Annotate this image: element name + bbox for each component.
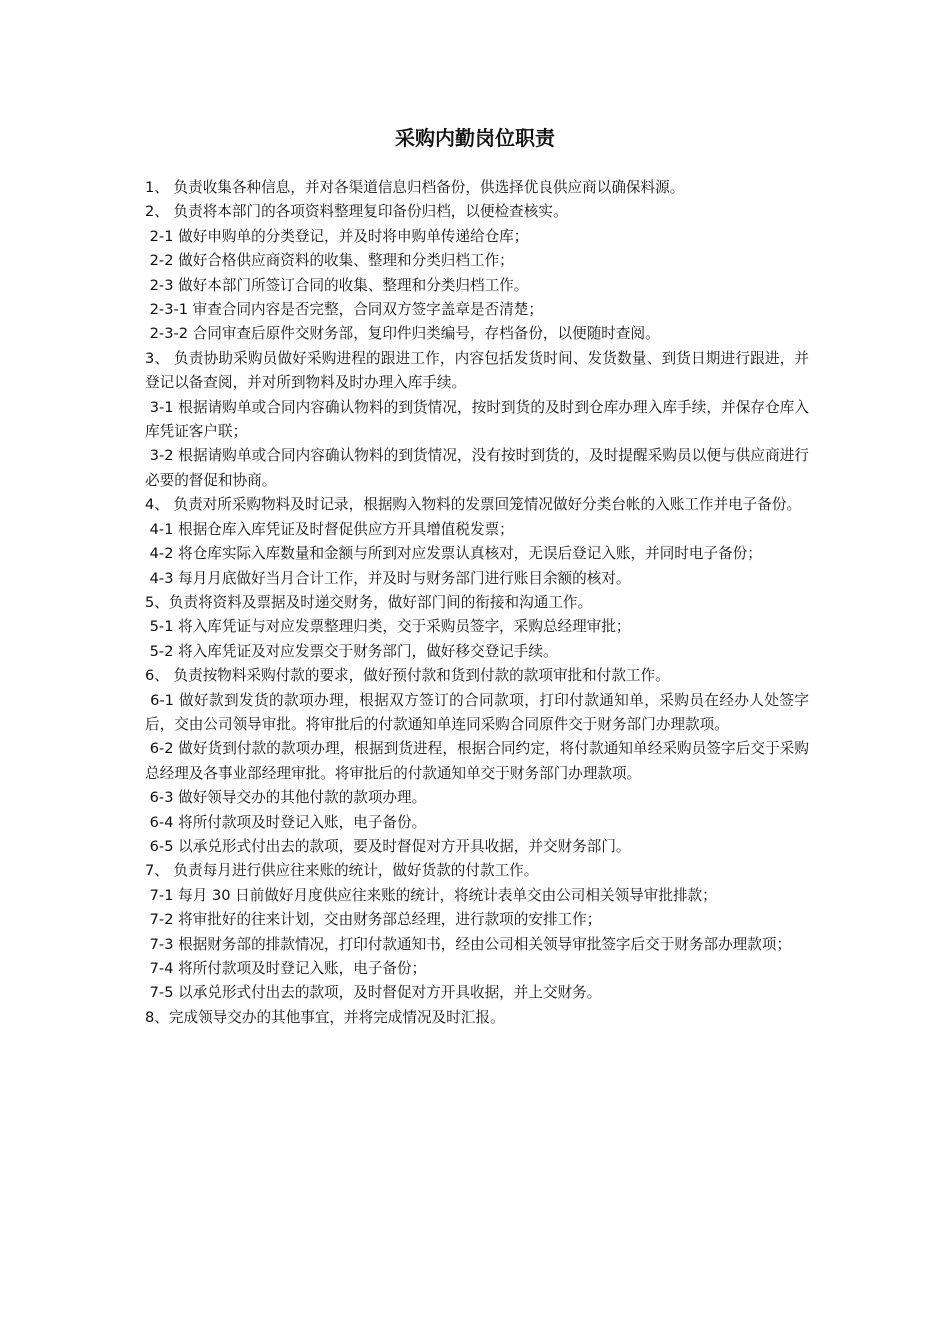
document-paragraph: 6-4 将所付款项及时登记入账，电子备份。: [145, 813, 427, 831]
document-paragraph: 7-2 将审批好的往来计划，交由财务部总经理，进行款项的安排工作；: [145, 911, 602, 929]
document-paragraph: 8、完成领导交办的其他事宜，并将完成情况及时汇报。: [145, 1008, 505, 1026]
document-paragraph: 7-1 每月 30 日前做好月度供应往来账的统计，将统计表单交由公司相关领导审批排款；: [145, 886, 717, 904]
document-paragraph: 3-2 根据请购单或合同内容确认物料的到货情况，没有按时到货的，及时提醒采购员以便与供应商进行必要的督促和协商。: [145, 447, 809, 489]
document-paragraph: 6-3 做好领导交办的其他付款的款项办理。: [145, 789, 427, 807]
document-paragraph: 3、 负责协助采购员做好采购进程的跟进工作，内容包括发货时间、发货数量、到货日期进行跟进，并登记以备查阅，并对所到物料及时办理入库手续。: [145, 349, 809, 392]
document-paragraph: 5-1 将入库凭证与对应发票整理归类，交于采购员签字，采购总经理审批；: [145, 618, 631, 636]
document-paragraph: 2-2 做好合格供应商资料的收集、整理和分类归档工作；: [145, 252, 514, 270]
document-paragraph: 4-1 根据仓库入库凭证及时督促供应方开具增值税发票；: [145, 520, 514, 538]
document-paragraph: 3-1 根据请购单或合同内容确认物料的到货情况，按时到货的及时到仓库办理入库手续，并保存仓库入库凭证客户联；: [145, 398, 809, 441]
document-paragraph: 6、 负责按物料采购付款的要求，做好预付款和货到付款的款项审批和付款工作。: [145, 667, 670, 685]
document-paragraph: 1、 负责收集各种信息，并对各渠道信息归档备份，供选择优良供应商以确保料源。: [145, 179, 685, 196]
document-paragraph: 7-4 将所付款项及时登记入账，电子备份；: [145, 960, 427, 977]
document-paragraph: 5-2 将入库凭证及对应发票交于财务部门，做好移交登记手续。: [145, 642, 558, 660]
document-paragraph: 7-5 以承兑形式付出去的款项，及时督促对方开具收据，并上交财务。: [145, 984, 602, 1002]
document-paragraph: 2-3 做好本部门所签订合同的收集、整理和分类归档工作。: [145, 276, 529, 294]
document-paragraph: 2-3-2 合同审查后原件交财务部，复印件归类编号，存档备份，以便随时查阅。: [145, 325, 660, 343]
document-paragraph: 4-2 将仓库实际入库数量和金额与所到对应发票认真核对，无误后登记入账，并同时电子备份；: [145, 545, 762, 563]
document-paragraph: 7、 负责每月进行供应往来账的统计，做好货款的付款工作。: [145, 862, 539, 880]
document-paragraph: 2-1 做好申购单的分类登记，并及时将申购单传递给仓库；: [145, 227, 529, 245]
document-paragraph: 2、 负责将本部门的各项资料整理复印备份归档，以便检查核实。: [145, 203, 568, 221]
document-paragraph: 7-3 根据财务部的排款情况，打印付款通知书，经由公司相关领导审批签字后交于财务部办理款项；: [145, 935, 792, 953]
document-paragraph: 6-2 做好货到付款的款项办理，根据到货进程，根据合同约定，将付款通知单经采购员签字后交于采购总经理及各事业部经理审批。将审批后的付款通知单交于财务部门办理款项。: [145, 740, 809, 782]
document-paragraph: 4-3 每月月底做好当月合计工作，并及时与财务部门进行账目余额的核对。: [145, 569, 631, 587]
document-paragraph: 5、负责将资料及票据及时递交财务，做好部门间的衔接和沟通工作。: [145, 593, 593, 611]
document-paragraph: 6-5 以承兑形式付出去的款项，要及时督促对方开具收据，并交财务部门。: [145, 837, 631, 855]
document-title: 采购内勤岗位职责: [395, 126, 555, 150]
document-paragraph: 6-1 做好款到发货的款项办理，根据双方签订的合同款项，打印付款通知单，采购员在经办人处签字后，交由公司领导审批。将审批后的付款通知单连同采购合同原件交于财务部门办理款项。: [145, 691, 809, 733]
document-paragraph: 2-3-1 审查合同内容是否完整，合同双方签字盖章是否清楚；: [145, 301, 543, 319]
document-paragraph: 4、 负责对所采购物料及时记录，根据购入物料的发票回笼情况做好分类台帐的入账工作并电子备份。: [145, 496, 802, 514]
document-body: [145, 176, 809, 1030]
